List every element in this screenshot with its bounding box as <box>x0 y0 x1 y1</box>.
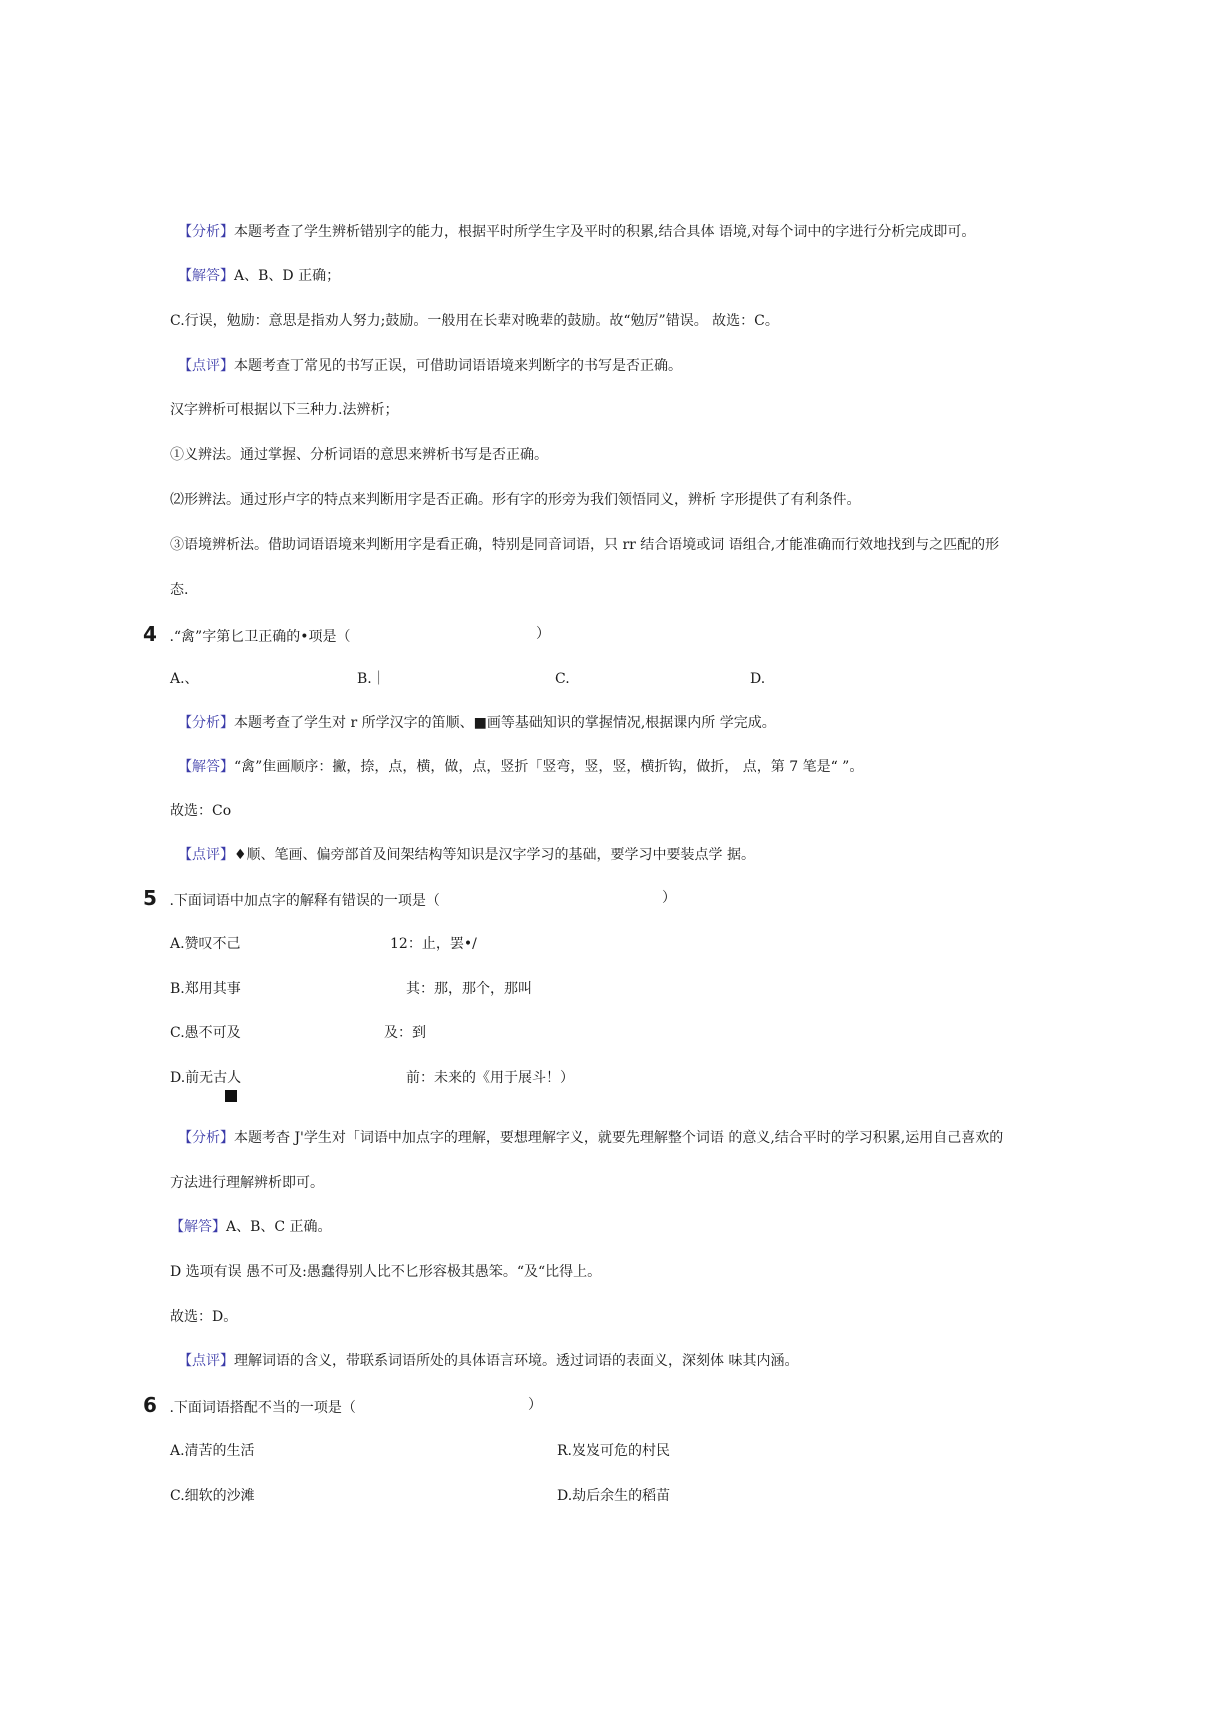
q5-option-a-word: A.赞叹不己 <box>170 936 241 952</box>
comment-tag: 【点评】 <box>178 847 234 863</box>
q3-analysis <box>178 222 975 242</box>
q6-option-c: C.细软的沙滩 <box>170 1488 255 1504</box>
analysis-text: 本题考杳 J'学生对「词语中加点字的理解，要想理解字义，就要先理解整个词语 的意义,结合平时的学习积累,运用自己喜欢的 <box>234 1130 1004 1146</box>
answer-text: “禽”隹画顺序：撇，捺，点，横，做，点，竖折「竖弯，竖，竖，横折钩，做折， 点，第 7 笔是“ ”。 <box>234 759 864 775</box>
answer-text: A、B、D 正确； <box>234 268 341 284</box>
question-number: 4 <box>143 622 157 646</box>
question-stem: .“禽”字第匕卫正确的•项是（ <box>169 629 351 645</box>
q4-option-b: B.｜ <box>357 671 386 687</box>
q6-option-a: A.清苦的生活 <box>170 1443 255 1459</box>
q5-comment <box>178 1351 798 1371</box>
analysis-tag: 【分析】 <box>178 715 234 731</box>
q5-option-a-meaning: 12：止，罢•/ <box>390 936 477 952</box>
answer-tag: 【解答】 <box>170 1219 226 1235</box>
q6-option-d: D.劫后余生的稻苗 <box>557 1488 671 1504</box>
comment-text: 理解词语的含义，带联系词语所处的具体语言环境。透过词语的表面义，深刻体 味其内涵。 <box>234 1353 799 1369</box>
q5-analysis <box>178 1128 1003 1148</box>
question-6-close-paren: ） <box>528 1397 542 1413</box>
q4-option-d: D. <box>750 671 766 687</box>
question-4 <box>143 624 350 647</box>
q5-option-c-word: C.愚不可及 <box>170 1025 241 1041</box>
q4-option-c: C. <box>555 671 570 687</box>
comment-text: 本题考查丁常见的书写正误，可借助词语语境来判断字的书写是否正确。 <box>234 358 682 374</box>
comment-tag: 【点评】 <box>178 358 234 374</box>
q5-option-b-word: B.郑用其事 <box>170 981 241 997</box>
comment-tag: 【点评】 <box>178 1353 234 1369</box>
method-3-cont: 态. <box>170 582 189 598</box>
answer-tag: 【解答】 <box>178 759 234 775</box>
comment-text: ♦顺、笔画、偏旁部首及间架结构等知识是汉字学习的基础，要学习中要装点学 据。 <box>234 847 755 863</box>
q4-comment <box>178 845 755 865</box>
q3-answer <box>178 266 340 286</box>
q4-analysis <box>178 713 776 733</box>
method-1: ①义辨法。通过掌握、分析词语的意思来辨析书写是否正确。 <box>170 447 548 463</box>
q6-option-b: R.岌岌可危的村民 <box>557 1443 670 1459</box>
question-stem: .下面词语中加点字的解释有错误的一项是（ <box>169 893 440 909</box>
question-6 <box>143 1395 356 1418</box>
question-5 <box>143 888 440 911</box>
method-intro: 汉字辨析可根据以下三种力.法辨析； <box>170 402 399 418</box>
analysis-tag: 【分析】 <box>178 224 234 240</box>
q3-answer-detail: C.行误，勉励：意思是指劝人努力;鼓励。一般用在长辈对晚辈的鼓励。故“勉厉”错误。 故选：C。 <box>170 313 779 329</box>
question-5-close-paren: ） <box>662 890 676 906</box>
analysis-text: 本题考查了学生对 r 所学汉字的笛顺、■画等基础知识的掌握情况,根据课内所 学完成。 <box>234 715 776 731</box>
q5-option-d-meaning: 前：未来的《用于展斗！） <box>406 1070 574 1086</box>
method-2: ⑵形辨法。通过形卢字的特点来判断用字是否正确。形有字的形旁为我们领悟同义，辨析 字形提供了有利条件。 <box>170 492 861 508</box>
q5-option-b-meaning: 其：那，那个，那叫 <box>406 981 532 997</box>
question-4-close-paren: ） <box>536 626 550 642</box>
analysis-tag: 【分析】 <box>178 1130 234 1146</box>
q5-option-d-word: D.前无古人 <box>170 1070 242 1086</box>
q5-answer <box>170 1217 332 1237</box>
q5-option-c-meaning: 及：到 <box>384 1025 426 1041</box>
q4-conclusion: 故选：Co <box>170 803 232 819</box>
analysis-text: 本题考查了学生辨析错别字的能力，根据平时所学生字及平时的积累,结合具体 语境,对每个词中的字进行分析完成即可。 <box>234 224 976 240</box>
method-3: ③语境辨析法。借助词语语境来判断用字是看正确，特别是同音词语，只 rr 结合语境或词 语组合,才能准确而行效地找到与之匹配的形 <box>170 537 1000 553</box>
q5-analysis-cont: 方法进行理解辨析即可。 <box>170 1175 324 1191</box>
answer-tag: 【解答】 <box>178 268 234 284</box>
black-square-mark <box>225 1090 237 1102</box>
q3-comment <box>178 356 682 376</box>
question-number: 6 <box>143 1393 157 1417</box>
question-stem: .下面词语搭配不当的一项是（ <box>169 1400 356 1416</box>
answer-text: A、B、C 正确。 <box>226 1219 332 1235</box>
q5-conclusion: 故选：D。 <box>170 1309 238 1325</box>
q4-answer <box>178 757 863 777</box>
q4-option-a: A.、 <box>170 671 199 687</box>
q5-answer-detail: D 选项有误 愚不可及:愚蠢得别人比不匕形容极其愚笨。“及“比得上。 <box>170 1264 602 1280</box>
question-number: 5 <box>143 886 157 910</box>
